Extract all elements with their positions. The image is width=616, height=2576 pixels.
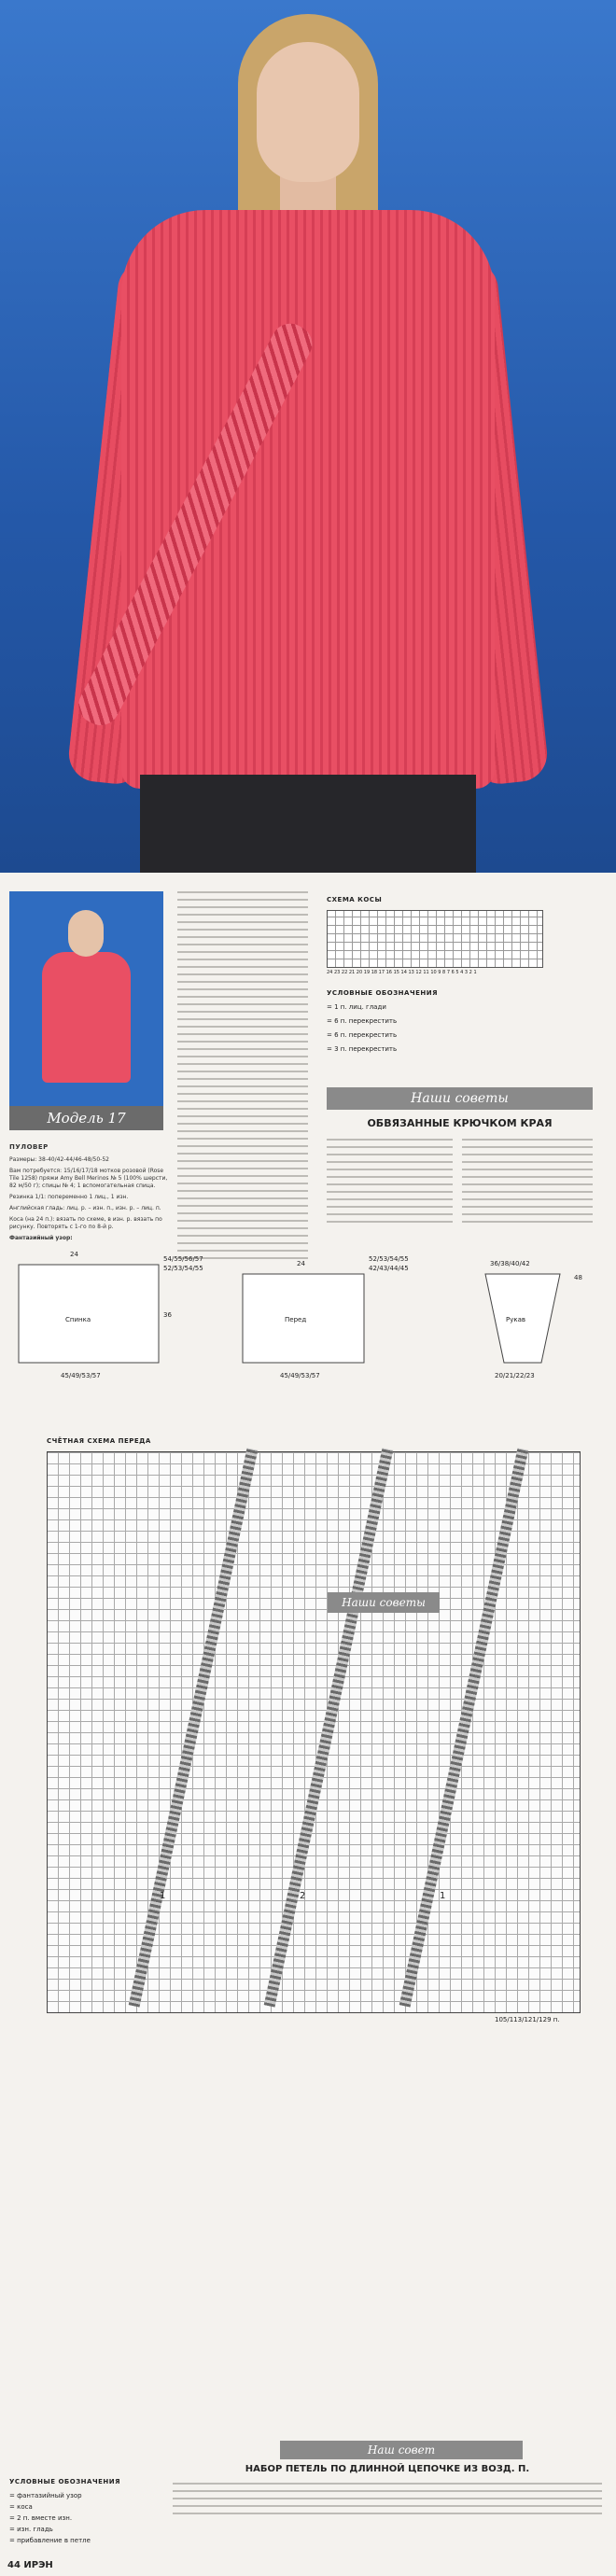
- english-rib-text: Английская гладь: лиц. р. – изн. п., изн. р. – лиц. п.: [9, 1205, 161, 1211]
- legend-item: = 3 п. перекрестить: [327, 1045, 398, 1053]
- model-photo: [0, 0, 616, 873]
- grid-chart-title: СЧЁТНАЯ СХЕМА ПЕРЕДА: [47, 1437, 151, 1445]
- chart-region-label: 1: [160, 1891, 166, 1901]
- sleeve-label: Рукав: [506, 1316, 526, 1323]
- bottom-legend-item: = изн. гладь: [9, 2526, 53, 2533]
- front-label: Перед: [285, 1316, 307, 1323]
- legend-item: = 6 п. перекрестить: [327, 1017, 398, 1025]
- bottom-legend-title: УСЛОВНЫЕ ОБОЗНАЧЕНИЯ: [9, 2478, 120, 2485]
- magazine-page: [0, 873, 616, 2576]
- back-bottom-measure: 45/49/53/57: [61, 1372, 101, 1379]
- front-bottom-measure: 45/49/53/57: [280, 1372, 320, 1379]
- cable-column-2: [264, 1448, 394, 2007]
- tip-title: ОБВЯЗАННЫЕ КРЮЧКОМ КРАЯ: [367, 1117, 553, 1129]
- tip-text-right: [462, 1139, 593, 1228]
- sleeve-bottom-measure: 20/21/22/23: [495, 1372, 535, 1379]
- legend-title: УСЛОВНЫЕ ОБОЗНАЧЕНИЯ: [327, 989, 438, 997]
- bottom-tip-title: НАБОР ПЕТЕЛЬ ПО ДЛИННОЙ ЦЕПОЧКЕ ИЗ ВОЗД. П.: [245, 2464, 530, 2474]
- cable-column-3: [399, 1448, 529, 2007]
- product-title: ПУЛОВЕР: [9, 1143, 49, 1151]
- fancy-pattern-heading: Фантазийный узор:: [9, 1235, 73, 1241]
- sleeve-side-measure: 48: [574, 1274, 582, 1281]
- materials-text: Вам потребуется: 15/16/17/18 мотков розовой (Rose Tile 1258) пряжи Amy Bell Merinos № 5 (100% шерсти, 82 м/50 г); спицы № 4; 1 вспомогательная спица.: [9, 1168, 168, 1189]
- bottom-tip-text: [173, 2483, 602, 2520]
- front-right-measure: 52/53/54/55: [369, 1255, 409, 1263]
- front-counting-chart: [47, 1451, 581, 2013]
- chart-region-label: 2: [300, 1891, 306, 1901]
- back-schematic-shape: [19, 1265, 159, 1363]
- model-number-label: Модель 17: [9, 1106, 163, 1130]
- back-top-measure: 24: [70, 1251, 78, 1258]
- thumbnail-face: [68, 910, 104, 957]
- sleeve-top-measure: 36/38/40/42: [490, 1260, 530, 1267]
- rib-text: Резинка 1/1: попеременно 1 лиц., 1 изн.: [9, 1194, 129, 1200]
- instructions-left-column: [9, 1143, 168, 1242]
- bottom-tip-banner: Наш совет: [280, 2441, 523, 2459]
- tips-banner: Наши советы: [327, 1087, 593, 1110]
- thumbnail-photo: [9, 891, 163, 1106]
- cable-column-1: [129, 1448, 259, 2007]
- cable-chart: [327, 910, 543, 968]
- bottom-legend-item: = коса: [9, 2503, 33, 2511]
- thumbnail-sweater: [42, 952, 131, 1083]
- legend-item: = 6 п. перекрестить: [327, 1031, 398, 1039]
- front-top-measure: 24: [297, 1260, 305, 1267]
- bottom-legend-item: = фантазийный узор: [9, 2492, 82, 2499]
- chart-region-label: 1: [440, 1891, 446, 1901]
- page-footer: 44 ИРЭН: [7, 2560, 53, 2570]
- model-face: [257, 42, 359, 182]
- front-right-measure-2: 42/43/44/45: [369, 1265, 409, 1272]
- sweater-body: [121, 210, 495, 789]
- bottom-legend-item: = прибавление в петле: [9, 2537, 91, 2544]
- cable-text: Коса (на 24 п.): вязать по схеме, в изн. р. вязать по рисунку. Повторять с 1-го по 8-й р.: [9, 1216, 162, 1230]
- tip-text-left: [327, 1139, 453, 1228]
- cable-chart-numbers: 24 23 22 21 20 19 18 17 16 15 14 13 12 11 10 9 8 7 6 5 4 3 2 1: [327, 970, 477, 975]
- chart-inner-banner: Наши советы: [328, 1592, 440, 1613]
- sizes-text: Размеры: 38-40/42-44/46-48/50-52: [9, 1156, 109, 1163]
- back-label: Спинка: [65, 1316, 91, 1323]
- back-right-measure: 54/55/56/57: [163, 1255, 203, 1263]
- instructions-middle-column: [177, 891, 308, 1265]
- back-side-measure: 36: [163, 1311, 172, 1319]
- legend-item: = 1 п. лиц. глади: [327, 1003, 386, 1011]
- cable-chart-title: СХЕМА КОСЫ: [327, 896, 383, 903]
- model-pants: [140, 775, 476, 873]
- grid-chart-bottom-label: 105/113/121/129 п.: [495, 2016, 560, 2023]
- back-right-measure-2: 52/53/54/55: [163, 1265, 203, 1272]
- bottom-legend-item: = 2 п. вместе изн.: [9, 2514, 73, 2522]
